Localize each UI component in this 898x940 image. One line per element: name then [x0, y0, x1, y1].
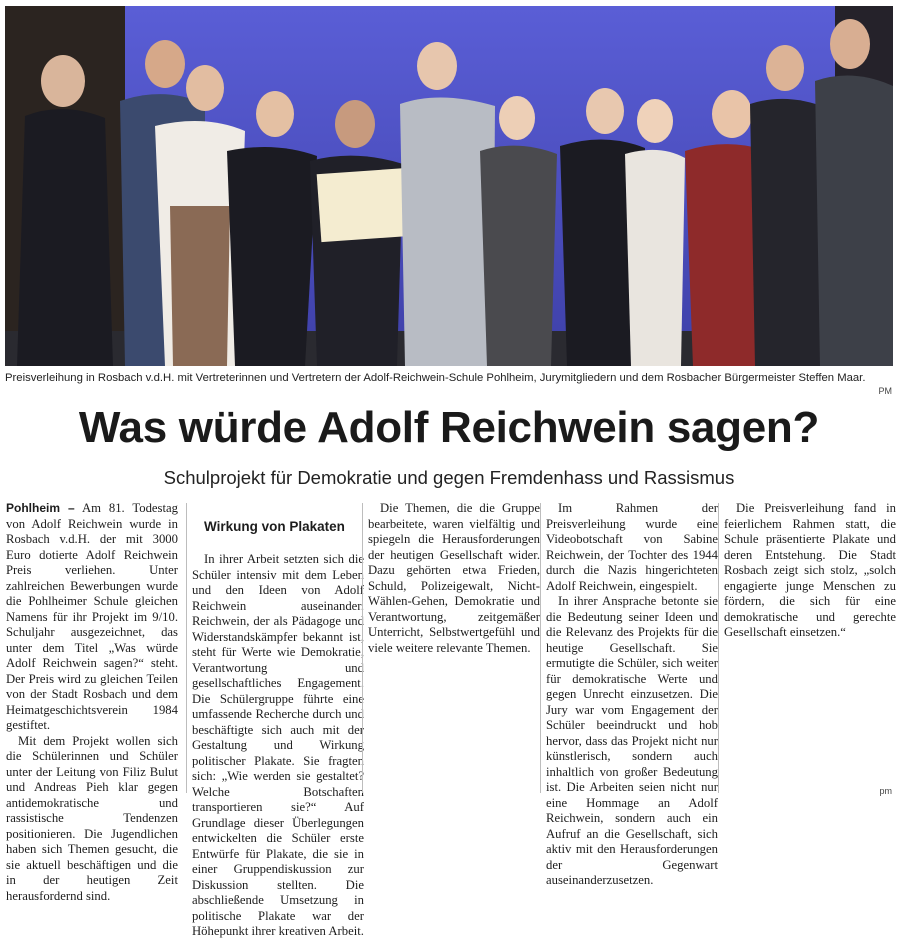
article-column-2 — [192, 501, 364, 940]
paragraph-2 — [6, 734, 178, 905]
column-divider — [362, 503, 363, 793]
column-divider — [186, 503, 187, 793]
paragraph-3: In ihrer Arbeit setzten sich die Schüler intensiv mit dem Leben und den Ideen von Adolf Reichwein auseinander. Reichwein, der als Pädagoge und Widerstandskämpfer bekannt ist, steht für Werte wie Demokratie, Verantwortung und gesellschaftliches Engagement. Die Schülergruppe führte eine umfassende Recherche durch und beschäftigte sich auch mit der Gestaltung und Wirkung politischer Plakate. Sie fragten sich: „Wie werden sie gestaltet? Welche Botschaften transportieren sie?“ Auf Grundlage dieser Überlegungen entwickelten die Schüler erste Entwürfe für Plakate, die sie in einer Gruppendiskussion zur Diskussion stellten. Die abschließende Umsetzung in politische Plakate war der Höhepunkt ihrer kreativen Arbeit. — [192, 552, 364, 938]
paragraph-6: In ihrer Ansprache betonte sie die Bedeutung seiner Ideen und die Relevanz des Projekts für die heutige Gesellschaft. Sie ermutigte die Schüler, sich weiter für demokratische Werte und gegen Unrecht einzusetzen. Die Jury war vom Engagement der Schüler beeindruckt und hob hervor, dass das Projekt nicht nur künstlerisch, sondern auch inhaltlich von großer Bedeutung ist. Die Arbeiten seien nicht nur eine Hommage an Adolf Reichwein, sondern auch ein Aufruf an die Gesellschaft, sich aktiv mit den Herausforderungen der Gegenwart auseinanderzusetzen. — [546, 594, 718, 887]
article-column-1 — [6, 501, 178, 904]
article-column-4 — [546, 501, 718, 889]
paragraph-2-text: Mit dem Projekt wollen sich die Schülerinnen und Schüler unter der Leitung von Filiz Bulut und Andreas Pieh klar gegen antidemokratische und rassistische Tendenzen positionieren. Die Jugendlichen haben sich Themen gesucht, die sie aktuell beschäftigen und die in der heutigen Zeit herausfordernd sind. — [6, 733, 178, 903]
photo-credit: PM — [878, 386, 892, 396]
column-divider — [718, 503, 719, 793]
article-column-5 — [724, 501, 896, 641]
paragraph-1-text: Am 81. Todestag von Adolf Reichwein wurde in Rosbach v.d.H. der mit 3000 Euro dotierte Adolf Reichwein Preis verliehen. Unter zahlreichen Bewerbungen wurde die Pohlheimer Schule gleichen Namens für ihr Projekt im 9/10. Schuljahr ausgezeichnet, das unter dem Titel „Was würde Adolf Reichwein sagen?“ steht. Der Preis wird zu gleichen Teilen von der Stadt Rosbach und dem Heimatgeschichtsverein 1984 gestiftet. — [6, 501, 178, 732]
photo-caption: Preisverleihung in Rosbach v.d.H. mit Vertreterinnen und Vertretern der Adolf-Reichwein-Schule Pohlheim, Jurymitgliedern und dem Rosbacher Bürgermeister Steffen Maar. — [5, 372, 866, 384]
photo-illustration — [5, 6, 893, 366]
paragraph-4: Die Themen, die die Gruppe bearbeitete, waren vielfältig und spiegeln die Herausforderungen der heutigen Gesellschaft wider. Dazu gehörten etwa Frieden, Schuld, Polizeigewalt, Nicht-Wählen-Gehen, Demokratie und Verantwortung, zeitgemäßer Unterricht, Selbstwertgefühl und viele weitere relevante Themen. — [368, 501, 540, 655]
paragraph-7: Die Preisverleihung fand in feierlichem Rahmen statt, die Schule präsentierte Plakate und deren Entstehung. Die Stadt Rosbach zeigt sich stolz, „solch engagierte junge Menschen zu fördern, die sich für eine demokratische und gerechte Gesellschaft einsetzen.“ — [724, 501, 896, 639]
headline: Was würde Adolf Reichwein sagen? — [78, 403, 820, 452]
paragraph-5: Im Rahmen der Preisverleihung wurde eine Videobotschaft von Sabine Reichwein, der Tochter des 1944 durch die Nazis hingerichteten Adolf Reichwein, eingespielt. — [546, 501, 718, 593]
author-signoff: pm — [879, 786, 892, 796]
dateline: Pohlheim – — [6, 501, 75, 515]
column-divider — [540, 503, 541, 793]
section-subhead: Wirkung von Plakaten — [204, 519, 345, 534]
group-photo — [5, 6, 893, 366]
subheadline: Schulprojekt für Demokratie und gegen Fremdenhass und Rassismus — [163, 467, 735, 488]
paragraph-1 — [6, 501, 178, 734]
article-column-3 — [368, 501, 540, 656]
